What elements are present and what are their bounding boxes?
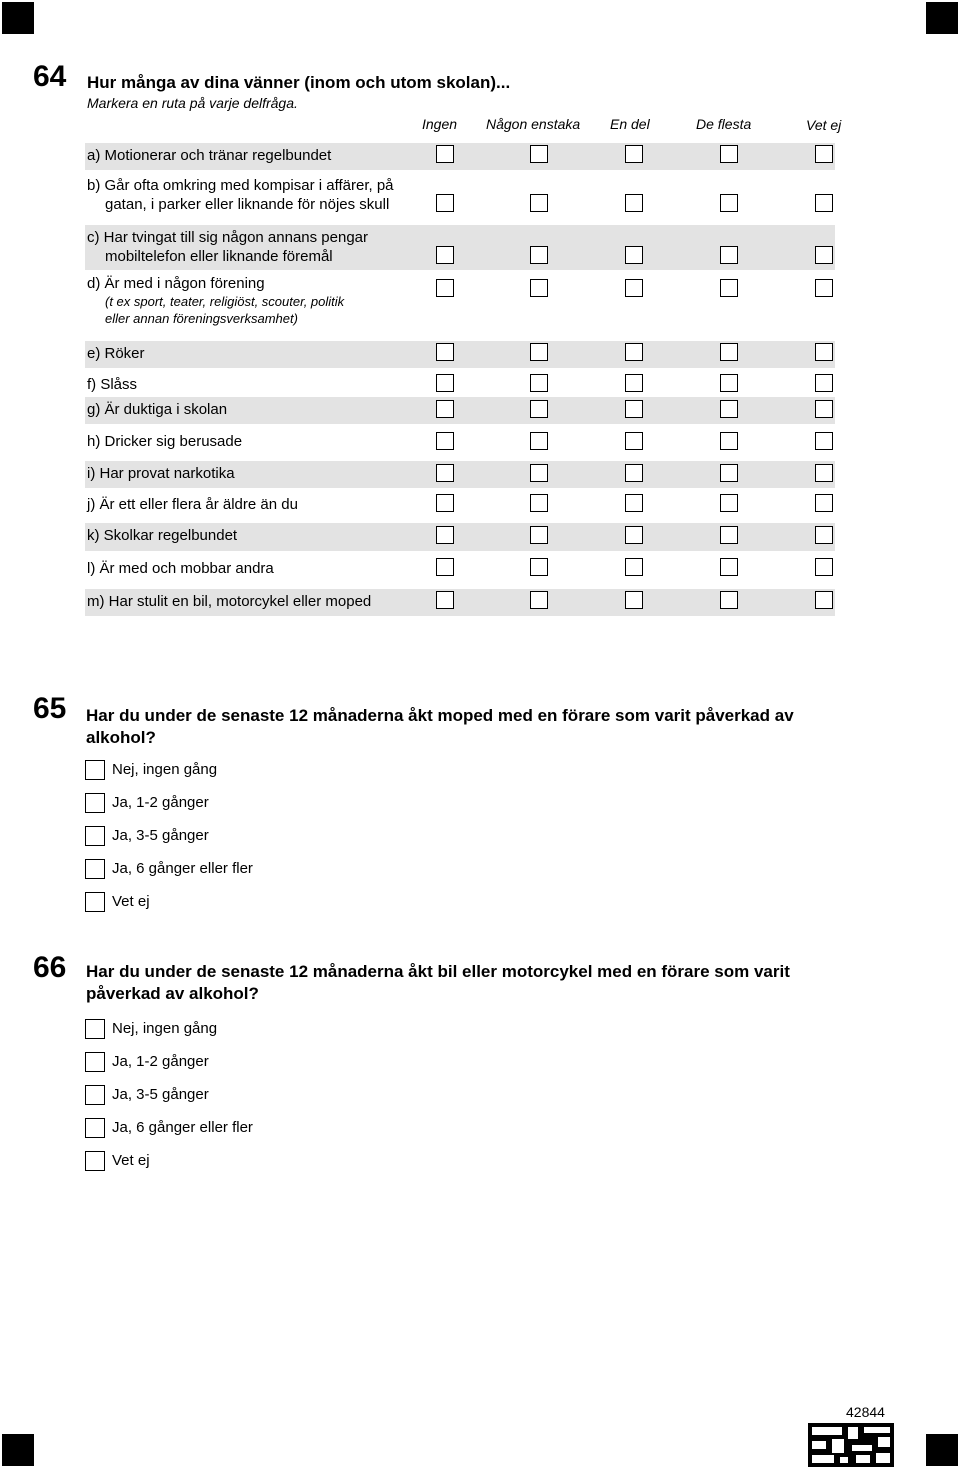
q64-j-checkbox-ingen[interactable] (436, 494, 454, 512)
q64-f-checkbox-vet-ej[interactable] (815, 374, 833, 392)
q64-row-label-l (87, 559, 274, 578)
q64-k-checkbox-en-del[interactable] (625, 526, 643, 544)
q64-m-checkbox-nagon-enstaka[interactable] (530, 591, 548, 609)
q64-c-checkbox-en-del[interactable] (625, 246, 643, 264)
q64-j-checkbox-vet-ej[interactable] (815, 494, 833, 512)
q64-c-checkbox-vet-ej[interactable] (815, 246, 833, 264)
q64-k-checkbox-ingen[interactable] (436, 526, 454, 544)
q64-row-label-k (87, 526, 237, 545)
column-header-ingen: Ingen (422, 116, 458, 132)
q64-h-checkbox-de-flesta[interactable] (720, 432, 738, 450)
q64-row-label-i (87, 464, 235, 483)
q66-option-3-checkbox[interactable] (85, 1085, 105, 1105)
q64-h-checkbox-ingen[interactable] (436, 432, 454, 450)
q64-k-checkbox-nagon-enstaka[interactable] (530, 526, 548, 544)
q64-row-label-e (87, 344, 145, 363)
q64-d-checkbox-de-flesta[interactable] (720, 279, 738, 297)
q64-g-checkbox-de-flesta[interactable] (720, 400, 738, 418)
q64-d-checkbox-en-del[interactable] (625, 279, 643, 297)
registration-mark-bottom-left (2, 1434, 34, 1466)
q66-option-2-label: Ja, 1-2 gånger (112, 1053, 209, 1070)
q64-g-checkbox-en-del[interactable] (625, 400, 643, 418)
q65-number: 65 (33, 692, 67, 725)
q64-l-checkbox-en-del[interactable] (625, 558, 643, 576)
q64-f-checkbox-nagon-enstaka[interactable] (530, 374, 548, 392)
q64-row-a-line-1: a) Motionerar och tränar regelbundet (87, 147, 332, 164)
q64-row-m-line-1: m) Har stulit en bil, motorcykel eller moped (87, 593, 372, 610)
q64-title: Hur många av dina vänner (inom och utom skolan)... (87, 73, 511, 92)
q64-row-d-line-1: d) Är med i någon förening (87, 275, 265, 292)
q64-j-checkbox-en-del[interactable] (625, 494, 643, 512)
column-header-nagon-enstaka: Någon enstaka (486, 116, 581, 132)
q64-e-checkbox-en-del[interactable] (625, 343, 643, 361)
q64-g-checkbox-vet-ej[interactable] (815, 400, 833, 418)
q64-h-checkbox-vet-ej[interactable] (815, 432, 833, 450)
q65-title-line2: alkohol? (86, 728, 156, 747)
q64-m-checkbox-vet-ej[interactable] (815, 591, 833, 609)
column-header-vet-ej: Vet ej (806, 117, 842, 133)
q64-i-checkbox-nagon-enstaka[interactable] (530, 464, 548, 482)
q64-row-l-line-1: l) Är med och mobbar andra (87, 560, 274, 577)
q64-g-checkbox-ingen[interactable] (436, 400, 454, 418)
q64-e-checkbox-ingen[interactable] (436, 343, 454, 361)
q64-b-checkbox-en-del[interactable] (625, 194, 643, 212)
q64-row-i-line-1: i) Har provat narkotika (87, 465, 235, 482)
q64-l-checkbox-de-flesta[interactable] (720, 558, 738, 576)
q64-i-checkbox-vet-ej[interactable] (815, 464, 833, 482)
q64-a-checkbox-ingen[interactable] (436, 145, 454, 163)
q64-b-checkbox-de-flesta[interactable] (720, 194, 738, 212)
q64-row-label-d (87, 274, 344, 327)
q64-b-checkbox-nagon-enstaka[interactable] (530, 194, 548, 212)
q64-f-checkbox-en-del[interactable] (625, 374, 643, 392)
q64-k-checkbox-vet-ej[interactable] (815, 526, 833, 544)
registration-mark-bottom-right (926, 1434, 958, 1466)
q65-option-4-checkbox[interactable] (85, 859, 105, 879)
q64-h-checkbox-en-del[interactable] (625, 432, 643, 450)
q64-row-g-line-1: g) Är duktiga i skolan (87, 401, 228, 418)
q64-j-checkbox-nagon-enstaka[interactable] (530, 494, 548, 512)
q64-e-checkbox-vet-ej[interactable] (815, 343, 833, 361)
q64-e-checkbox-nagon-enstaka[interactable] (530, 343, 548, 361)
q64-row-h-line-1: h) Dricker sig berusade (87, 433, 243, 450)
q64-c-checkbox-ingen[interactable] (436, 246, 454, 264)
q64-k-checkbox-de-flesta[interactable] (720, 526, 738, 544)
q64-row-f-line-1: f) Slåss (87, 376, 138, 393)
q65-option-5-label: Vet ej (112, 893, 150, 910)
q66-title-line1: Har du under de senaste 12 månaderna åkt bil eller motorcykel med en förare som varit (86, 962, 790, 981)
q64-d-checkbox-nagon-enstaka[interactable] (530, 279, 548, 297)
q64-a-checkbox-nagon-enstaka[interactable] (530, 145, 548, 163)
q64-l-checkbox-ingen[interactable] (436, 558, 454, 576)
q64-row-b-line-2: gatan, i parker eller liknande för nöjes skull (105, 196, 390, 213)
q64-i-checkbox-en-del[interactable] (625, 464, 643, 482)
column-header-de-flesta: De flesta (696, 116, 752, 132)
q66-option-1-checkbox[interactable] (85, 1019, 105, 1039)
q65-option-2-checkbox[interactable] (85, 793, 105, 813)
q64-row-d-note-1: (t ex sport, teater, religiöst, scouter, politik (105, 294, 345, 309)
q65-option-3-checkbox[interactable] (85, 826, 105, 846)
q64-g-checkbox-nagon-enstaka[interactable] (530, 400, 548, 418)
q64-m-checkbox-en-del[interactable] (625, 591, 643, 609)
q66-option-4-checkbox[interactable] (85, 1118, 105, 1138)
q64-number: 64 (33, 60, 67, 93)
q64-row-k-line-1: k) Skolkar regelbundet (87, 527, 238, 544)
q66-number: 66 (33, 951, 67, 984)
q64-b-checkbox-ingen[interactable] (436, 194, 454, 212)
q64-m-checkbox-ingen[interactable] (436, 591, 454, 609)
q64-row-label-c (87, 228, 368, 266)
q64-a-checkbox-de-flesta[interactable] (720, 145, 738, 163)
q64-m-checkbox-de-flesta[interactable] (720, 591, 738, 609)
q64-f-checkbox-de-flesta[interactable] (720, 374, 738, 392)
q64-e-checkbox-de-flesta[interactable] (720, 343, 738, 361)
q64-l-checkbox-nagon-enstaka[interactable] (530, 558, 548, 576)
q65-option-1-checkbox[interactable] (85, 760, 105, 780)
q64-d-checkbox-vet-ej[interactable] (815, 279, 833, 297)
registration-mark-top-right (926, 2, 958, 34)
q66-option-2-checkbox[interactable] (85, 1052, 105, 1072)
q64-i-checkbox-de-flesta[interactable] (720, 464, 738, 482)
q66-option-4-label: Ja, 6 gånger eller fler (112, 1119, 253, 1136)
q64-row-label-h (87, 432, 242, 451)
q64-f-checkbox-ingen[interactable] (436, 374, 454, 392)
q64-j-checkbox-de-flesta[interactable] (720, 494, 738, 512)
q64-h-checkbox-nagon-enstaka[interactable] (530, 432, 548, 450)
q65-option-4-label: Ja, 6 gånger eller fler (112, 860, 253, 877)
q64-row-label-a (87, 146, 331, 165)
q64-row-label-b (87, 176, 394, 214)
q64-a-checkbox-vet-ej[interactable] (815, 145, 833, 163)
q64-row-b-line-1: b) Går ofta omkring med kompisar i affärer, på (87, 177, 394, 194)
q64-row-e-line-1: e) Röker (87, 345, 145, 362)
q65-option-5-checkbox[interactable] (85, 892, 105, 912)
q65-option-3-label: Ja, 3-5 gånger (112, 827, 209, 844)
q64-row-d-note-2: eller annan föreningsverksamhet) (105, 311, 298, 326)
q64-row-label-j (87, 495, 298, 514)
q64-row-c-line-2: mobiltelefon eller liknande föremål (105, 248, 333, 265)
page-number: 42844 (846, 1404, 885, 1420)
q64-l-checkbox-vet-ej[interactable] (815, 558, 833, 576)
q64-i-checkbox-ingen[interactable] (436, 464, 454, 482)
q64-row-label-g (87, 400, 227, 419)
q66-title (86, 961, 790, 1005)
q65-option-2-label: Ja, 1-2 gånger (112, 794, 209, 811)
q66-title-line2: påverkad av alkohol? (86, 984, 259, 1003)
q64-row-c-line-1: c) Har tvingat till sig någon annans pengar (87, 229, 369, 246)
q64-row-j-line-1: j) Är ett eller flera år äldre än du (87, 496, 298, 513)
column-header-en-del: En del (610, 116, 650, 132)
q64-row-label-m (87, 592, 371, 611)
q65-option-1-label: Nej, ingen gång (112, 761, 218, 778)
q64-d-checkbox-ingen[interactable] (436, 279, 454, 297)
q64-b-checkbox-vet-ej[interactable] (815, 194, 833, 212)
q65-title-line1: Har du under de senaste 12 månaderna åkt moped med en förare som varit påverkad av (86, 706, 794, 725)
q64-c-checkbox-de-flesta[interactable] (720, 246, 738, 264)
q64-a-checkbox-en-del[interactable] (625, 145, 643, 163)
q66-option-1-label: Nej, ingen gång (112, 1020, 218, 1037)
q64-instruction: Markera en ruta på varje delfråga. (87, 95, 298, 111)
q66-option-5-label: Vet ej (112, 1152, 150, 1169)
q66-option-5-checkbox[interactable] (85, 1151, 105, 1171)
scan-barcode (808, 1423, 894, 1467)
q64-row-label-f (87, 375, 137, 394)
registration-mark-top-left (2, 2, 34, 34)
q64-c-checkbox-nagon-enstaka[interactable] (530, 246, 548, 264)
q66-option-3-label: Ja, 3-5 gånger (112, 1086, 209, 1103)
q65-title (86, 705, 794, 749)
